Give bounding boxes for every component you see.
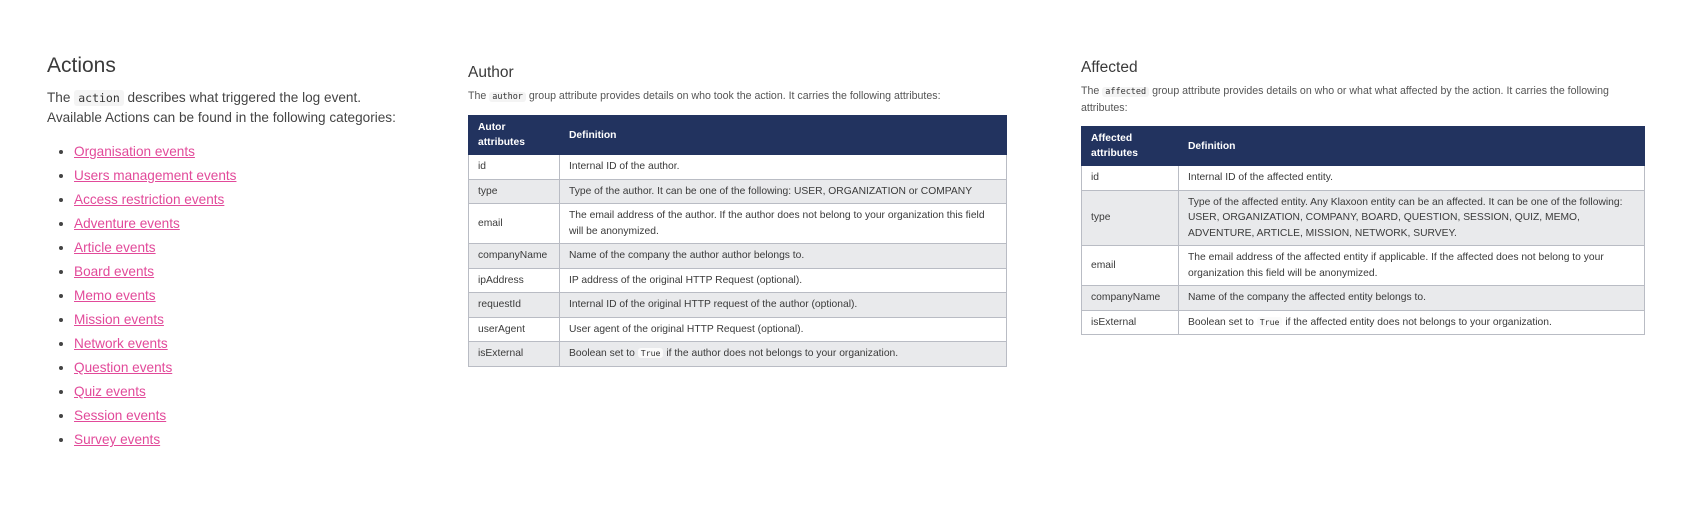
attribute-definition: Internal ID of the affected entity. [1179, 166, 1645, 191]
list-item [74, 428, 427, 452]
attribute-definition: Type of the author. It can be one of the following: USER, ORGANIZATION or COMPANY [560, 179, 1007, 204]
definition-text-2: if the affected entity does not belongs to your organization. [1285, 316, 1552, 328]
column-header-definition: Definition [560, 116, 1007, 155]
actions-intro-line2: Available Actions can be found in the following categories: [47, 110, 396, 125]
link-quiz-events[interactable]: Quiz events [74, 384, 146, 399]
attribute-name: ipAddress [469, 268, 560, 293]
list-item [74, 380, 427, 404]
link-board-events[interactable]: Board events [74, 264, 155, 279]
column-header-attributes: Affected attributes [1082, 127, 1179, 166]
author-description [468, 88, 1007, 105]
link-network-events[interactable]: Network events [74, 336, 168, 351]
attribute-definition: Internal ID of the original HTTP request of the author (optional). [560, 293, 1007, 318]
attribute-definition: Name of the company the affected entity belongs to. [1179, 286, 1645, 311]
actions-section [47, 54, 427, 452]
link-article-events[interactable]: Article events [74, 240, 156, 255]
author-attributes-table [468, 115, 1007, 367]
definition-text: Boolean set to [569, 348, 635, 359]
table-row [469, 179, 1007, 204]
table-row [1082, 166, 1645, 191]
list-item [74, 260, 427, 284]
attribute-name: email [1082, 246, 1179, 286]
link-access-restriction-events[interactable]: Access restriction events [74, 192, 225, 207]
attribute-name: companyName [1082, 286, 1179, 311]
attribute-name: userAgent [469, 317, 560, 342]
actions-code: action [74, 90, 124, 106]
attribute-name: type [469, 179, 560, 204]
attribute-definition [1179, 310, 1645, 335]
affected-code: affected [1102, 87, 1149, 97]
attribute-definition [560, 342, 1007, 367]
list-item [74, 236, 427, 260]
link-organisation-events[interactable]: Organisation events [74, 144, 195, 159]
list-item [74, 308, 427, 332]
attribute-definition: Type of the affected entity. Any Klaxoon entity can be an affected. It can be one of the following: USER, ORGANIZATION, COMPANY, BOARD, QUESTION, SESSION, QUIZ, MEMO, ADVENTURE, ARTICLE, MISSION, NETWORK, SURVEY. [1179, 190, 1645, 246]
definition-text: Boolean set to [1188, 316, 1254, 328]
attribute-name: companyName [469, 244, 560, 269]
table-header-row [469, 116, 1007, 155]
table-row [469, 204, 1007, 244]
table-row [469, 244, 1007, 269]
author-section [468, 64, 1007, 367]
column-header-definition: Definition [1179, 127, 1645, 166]
list-item [74, 212, 427, 236]
table-row [1082, 190, 1645, 246]
attribute-definition: User agent of the original HTTP Request (optional). [560, 317, 1007, 342]
link-mission-events[interactable]: Mission events [74, 312, 164, 327]
author-code: author [489, 92, 526, 102]
affected-desc-text-2: group attribute provides details on who or what what affected by the action. It carries the following attributes: [1081, 85, 1609, 114]
attribute-name: email [469, 204, 560, 244]
definition-code: True [1257, 317, 1283, 327]
attribute-definition: IP address of the original HTTP Request (optional). [560, 268, 1007, 293]
table-row [1082, 246, 1645, 286]
author-desc-text-2: group attribute provides details on who took the action. It carries the following attributes: [528, 90, 941, 102]
attribute-definition: Internal ID of the author. [560, 155, 1007, 180]
table-row [469, 268, 1007, 293]
attribute-definition: The email address of the affected entity if applicable. If the affected does not belong to your organization this field will be anonymized. [1179, 246, 1645, 286]
affected-desc-text: The [1081, 85, 1100, 97]
author-title: Author [468, 64, 514, 81]
attribute-name: id [469, 155, 560, 180]
link-question-events[interactable]: Question events [74, 360, 173, 375]
list-item [74, 140, 427, 164]
attribute-name: isExternal [1082, 310, 1179, 335]
table-row [469, 293, 1007, 318]
attribute-definition: Name of the company the author author belongs to. [560, 244, 1007, 269]
attribute-name: id [1082, 166, 1179, 191]
list-item [74, 188, 427, 212]
affected-description [1081, 83, 1645, 116]
attribute-definition: The email address of the author. If the author does not belong to your organization this field will be anonymized. [560, 204, 1007, 244]
link-adventure-events[interactable]: Adventure events [74, 216, 180, 231]
table-row [469, 342, 1007, 367]
link-users-management-events[interactable]: Users management events [74, 168, 237, 183]
definition-code: True [638, 348, 664, 358]
actions-title: Actions [47, 54, 116, 77]
link-memo-events[interactable]: Memo events [74, 288, 156, 303]
column-header-attributes: Autor attributes [469, 116, 560, 155]
attribute-name: type [1082, 190, 1179, 246]
definition-text-2: if the author does not belongs to your organization. [666, 348, 899, 359]
author-desc-text: The [468, 90, 487, 102]
actions-category-list [47, 140, 427, 452]
table-row [469, 317, 1007, 342]
list-item [74, 284, 427, 308]
table-row [1082, 286, 1645, 311]
actions-intro-text-2: describes what triggered the log event. [127, 90, 362, 105]
attribute-name: requestId [469, 293, 560, 318]
table-row [469, 155, 1007, 180]
list-item [74, 356, 427, 380]
affected-attributes-table [1081, 126, 1645, 335]
attribute-name: isExternal [469, 342, 560, 367]
actions-intro [47, 88, 427, 128]
link-survey-events[interactable]: Survey events [74, 432, 161, 447]
link-session-events[interactable]: Session events [74, 408, 167, 423]
list-item [74, 404, 427, 428]
table-row [1082, 310, 1645, 335]
list-item [74, 332, 427, 356]
affected-section [1081, 59, 1645, 335]
actions-intro-text: The [47, 90, 71, 105]
table-header-row [1082, 127, 1645, 166]
affected-title: Affected [1081, 59, 1138, 76]
list-item [74, 164, 427, 188]
